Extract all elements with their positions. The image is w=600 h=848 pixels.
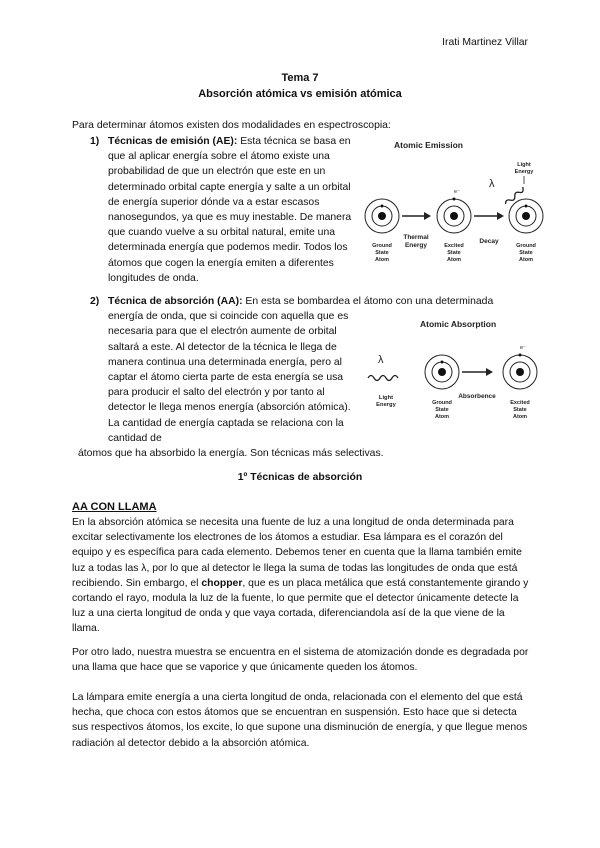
emission-excited-label-2: State [447, 250, 461, 256]
absorption-light-label-1: Light [378, 395, 394, 401]
emission-light-label-2: Energy [514, 169, 534, 175]
section-title: 1º Técnicas de absorción [237, 472, 363, 483]
absorption-line0: En esta se bombardea el átomo con una determinada [242, 296, 494, 307]
absorption-tail: átomos que ha absorbido la energía. Son técnicas más selectivas. [78, 448, 384, 460]
absorption-ground-label-1: Ground [432, 400, 452, 406]
paragraph-1-part-a: En la absorción atómica se necesita una fuente de luz a una longitud de onda determinada para excitar selectivamente los electrones de los átomos a estudiar. Esa lámpara es el corazón del equipo y es específica para cada elemento. Debemos tener en cuenta que la llama también emite luz a todas las λ, por lo que al detector le llega la suma de todas las longitudes de onda que está recibiendo. Sin embargo, el [72, 517, 522, 589]
emission-ground2-label-2: State [519, 250, 533, 256]
incident-light-wave [368, 376, 398, 381]
emission-ground2-label-1: Ground [516, 243, 536, 249]
emission-ground-label-2: State [375, 250, 389, 256]
absorption-ground-label-3: Atom [434, 414, 450, 420]
ground-state-atom-2 [509, 199, 543, 233]
absorption-lambda: λ [378, 354, 384, 366]
emission-lambda: λ [489, 178, 495, 190]
emission-ground-label-3: Atom [374, 257, 390, 263]
paragraph-3: La lámpara emite energía a una cierta longitud de onda, relacionada con el elemento del que está hecha, que choca con estos átomos que se encuentran en suspensión. Esto hace que si detecta sus respectivos átomos, los excite, lo que supone una disminución de energía, y que llegue menos radiación al detector debido a la absorción atómica. [72, 692, 528, 749]
absorption-electron-label: e⁻ [520, 345, 526, 351]
paragraph-1-part-b: , que es un placa metálica que está constantemente girando y cortando el rayo, modula la luz de la fuente, lo que permite que el detector únicamente detecte la luz a una cierta longitud de onda y que vaya cortada, diferenciandola así de la que viene de la llama. [72, 577, 529, 635]
item-number: 1) [90, 136, 100, 147]
absorption-ground-label-2: State [435, 407, 449, 413]
atomic-absorption-diagram [362, 316, 552, 436]
emission-electron-label: e⁻ [454, 189, 460, 195]
absorption-ground-atom [425, 355, 459, 389]
paragraph-1 [72, 515, 532, 637]
emission-ground2-label-3: Atom [518, 257, 534, 263]
emission-diagram-title: Atomic Emission [394, 140, 463, 150]
author-name: Irati Martinez Villar [442, 37, 528, 48]
emission-light-label-1: Light [517, 162, 531, 168]
absorption-excited-label-1: Excited [510, 400, 530, 406]
absorption-text: energía de onda, que si coincide con aquella que es necesaria para que el electrón aumente de orbital saltará a este. Al detector de la técnica le llega de manera continua una determinada energía, pero al captar el átomo cierta parte de esta energía se usa para producir el salto del electrón y por tanto al detector le llega menos energía (absorción atómica). La cantidad de energía captada se relaciona con la cantidad de [108, 311, 351, 444]
absorption-excited-label-2: State [513, 407, 527, 413]
thermal-label-1: Thermal [403, 234, 429, 241]
absorbance-label: Absorbence [458, 393, 496, 400]
absorption-excited-label-3: Atom [512, 414, 528, 420]
intro-text: Para determinar átomos existen dos modalidades en espectroscopia: [72, 120, 391, 131]
thermal-label-2: Energy [404, 242, 428, 249]
decay-label: Decay [479, 238, 499, 245]
absorption-first-line [108, 294, 530, 309]
absorption-label: Técnica de absorción (AA): [108, 296, 243, 307]
page-title: Tema 7 [281, 72, 319, 84]
emission-item [90, 134, 352, 286]
absorption-excited-atom [503, 354, 537, 390]
absorption-diagram-title: Atomic Absorption [420, 319, 497, 329]
excited-state-atom [437, 198, 471, 234]
page-subtitle: Absorción atómica vs emisión atómica [198, 88, 402, 100]
aa-heading: AA CON LLAMA [72, 501, 157, 513]
atomic-emission-diagram [352, 136, 552, 276]
emission-excited-label-1: Excited [444, 243, 464, 249]
absorption-light-label-2: Energy [376, 402, 396, 408]
paragraph-2: Por otro lado, nuestra muestra se encuentra en el sistema de atomización donde es degradada por una llama que hace que se vaporice y que únicamente queden los átomos. [72, 647, 529, 674]
emission-ground-label-1: Ground [372, 243, 392, 249]
emission-excited-label-3: Atom [446, 257, 462, 263]
item-number: 2) [90, 296, 100, 307]
emission-paragraph [108, 134, 352, 286]
chopper-term: chopper [201, 577, 243, 589]
ground-state-atom [365, 199, 399, 233]
emission-label: Técnicas de emisión (AE): [108, 136, 238, 147]
emission-text: Esta técnica se basa en que al aplicar energía sobre el átomo existe una probabilidad de que un electrón que este en un determinado orbital capte energía y salte a un orbital de energía superior dónde va a estar escasos nanosegundos, ya que es muy inestable. De manera que cuando vuelve a su orbital natural, emite una determinada energía que podemos medir. Todos los átomos que cogen la energía emiten a diferentes longitudes de onda. [108, 136, 352, 284]
